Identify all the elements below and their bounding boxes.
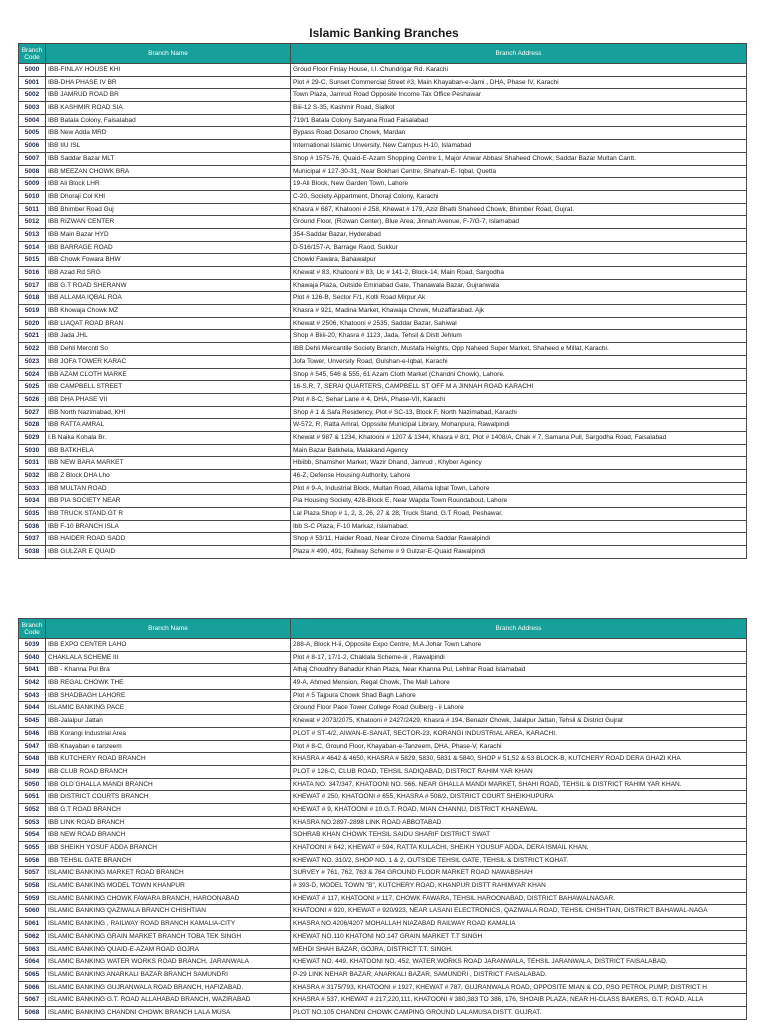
- branch-address-cell: 19-Ali Block, New Garden Town, Lahore: [293, 180, 409, 188]
- table-row: [19, 508, 746, 521]
- table-row: [19, 280, 746, 293]
- table-row: [19, 330, 746, 343]
- branch-name-cell: IBB-FINLAY HOUSE KHI: [46, 64, 291, 76]
- table-row: [19, 546, 746, 559]
- table-row: [19, 267, 746, 280]
- branch-code-cell: 5026: [19, 394, 46, 406]
- branch-code-cell: 5061: [19, 918, 46, 930]
- branch-code-cell: 5015: [19, 254, 46, 266]
- table-row: [19, 521, 746, 534]
- branch-address-cell: Ibb S-C Plaza, F-10 Markaz, Islamabad.: [293, 522, 409, 530]
- table-row: [19, 880, 746, 893]
- branch-name-cell: IBB JAMRUD ROAD BR: [46, 89, 291, 101]
- branch-address-cell: Alhaj Choudhry Bahadur Khan Plaza, Near Khanna Pul, Lehtrar Road Islamabad: [293, 666, 526, 674]
- branch-code-cell: 5022: [19, 343, 46, 355]
- branch-name-cell: ISLAMIC BANKING QUAID-E-AZAM ROAD GOJRA: [46, 944, 291, 956]
- branch-address-cell: Khewat # 83, Khatooni # 83, Uc # 141-2, Block-14, Main Road, Sargodha: [293, 269, 505, 276]
- branch-name-cell: IBB EXPO CENTER LAHO: [46, 639, 291, 651]
- branch-code-cell: 5052: [19, 804, 46, 816]
- branch-code-cell: 5038: [19, 546, 46, 558]
- branch-name-cell: ISLAMIC BANKING CHANDNI CHOWK BRANCH LALA MUSA: [46, 1007, 291, 1019]
- branch-name-cell: IBB KUTCHERY ROAD BRANCH: [46, 753, 291, 765]
- branch-code-cell: 5054: [19, 829, 46, 841]
- branch-address-cell: MEHDI SHAH BAZAR, GOJRA, DISTRICT T.T. SINGH.: [293, 945, 453, 953]
- branch-code-cell: 5059: [19, 893, 46, 905]
- branch-address-cell: Shop # 1 & Safa Residency, Plot # SC-13, Block F, North Nazimabad, Karachi: [293, 408, 517, 416]
- branch-name-cell: IBB OLD GHALLA MANDI BRANCH: [46, 779, 291, 791]
- branch-code-cell: 5007: [19, 153, 46, 165]
- branch-name-cell: ISLAMIC BANKING GUJRANWALA ROAD BRANCH, HAFIZABAD.: [46, 982, 291, 994]
- table-row: [19, 905, 746, 918]
- table-row: [19, 1007, 746, 1020]
- branch-address-cell: KHEWAT NO. 310/2, SHOP NO. 1 & 2, OUTSIDE TEHSIL GATE, TEHSIL & DISTRICT KOHAT.: [293, 856, 568, 864]
- table-row: [19, 318, 746, 331]
- branch-name-cell: ISLAMIC BANKING GRAIN MARKET BRANCH TOBA TEK SINGH: [46, 931, 291, 943]
- branch-address-cell: 288-A, Block H-ii, Opposite Expo Centre, M.A.Johar Town Lahore: [293, 641, 482, 648]
- branch-name-cell: IBB DISTRICT COURTS BRANCH: [46, 791, 291, 803]
- branch-address-cell: Plot # 8-C, Ground Floor, Khayaban-e-Tanzeem, DHA, Phase-V, Karachi: [293, 742, 502, 750]
- table-row: [19, 893, 746, 906]
- branch-address-cell: C-20, Society Appartment, Dhoraji Colony, Karachi: [293, 192, 439, 200]
- branch-name-cell: IBB BATKHELA: [46, 445, 291, 457]
- table-header: [19, 44, 746, 64]
- branch-name-cell: IBB PIA SOCIETY NEAR: [46, 495, 291, 507]
- branch-code-cell: 5010: [19, 191, 46, 203]
- branch-address-cell: Khewat # 2506, Khatooni # 2535, Saddar Bazar, Sahiwal: [293, 319, 457, 327]
- branch-address-cell: PLOT # 126-C, CLUB ROAD, TEHSIL SADIQABAD, DISTRICT RAHIM YAR KHAN: [293, 767, 533, 775]
- branch-address-cell: 719/1 Batala Colony Satyana Road Faisalabad: [293, 116, 429, 124]
- branch-code-cell: 5047: [19, 741, 46, 753]
- branch-name-cell: IBB Jada JHL: [46, 330, 291, 342]
- branch-name-cell: IBB Khayaban e tanzeem: [46, 741, 291, 753]
- branch-code-cell: 5046: [19, 728, 46, 740]
- branch-code-cell: 5036: [19, 521, 46, 533]
- branches-table-1: [18, 43, 747, 559]
- branch-code-cell: 5003: [19, 102, 46, 114]
- table-row: [19, 702, 746, 715]
- branch-name-cell: IBB-DHA PHASE IV BR: [46, 77, 291, 89]
- branch-code-cell: 5043: [19, 690, 46, 702]
- branch-name-cell: IBB MEEZAN CHOWK BRA: [46, 166, 291, 178]
- table-row: [19, 64, 746, 77]
- branch-name-cell: I.B Naika Kohala Br.: [46, 432, 291, 444]
- branch-code-cell: 5049: [19, 766, 46, 778]
- branch-code-cell: 5039: [19, 639, 46, 651]
- branch-name-cell: IBB Bhimber Road Guj: [46, 204, 291, 216]
- branch-address-cell: KHATA NO. 347/347, KHATOONI NO. 566, NEAR GHALLA MANDI MARKET, SHAHI ROAD, TEHSIL & DISTRICT RAHIM YAR KHAN.: [293, 780, 682, 788]
- branch-code-cell: 5014: [19, 242, 46, 254]
- branch-name-cell: IBB-Jalalpur Jattan: [46, 715, 291, 727]
- branch-name-cell: IBB DHA PHASE VII: [46, 394, 291, 406]
- branch-code-header: Branch Code: [19, 619, 46, 638]
- branch-address-header: Branch Address: [495, 625, 542, 632]
- table-row: [19, 483, 746, 496]
- branch-code-cell: 5018: [19, 292, 46, 304]
- table-row: [19, 89, 746, 102]
- table-body: [19, 64, 746, 559]
- branch-code-cell: 5048: [19, 753, 46, 765]
- branch-name-cell: IBB G.T ROAD BRANCH: [46, 804, 291, 816]
- branch-code-cell: 5060: [19, 905, 46, 917]
- branch-address-cell: KHASRA NO.4206/4207 MOHALLAH NIAZABAD RAILWAY ROAD KAMALIA: [293, 920, 516, 928]
- branch-address-cell: 354-Saddar Bazar, Hyderabad: [293, 230, 381, 238]
- branch-code-cell: 5030: [19, 445, 46, 457]
- branch-code-cell: 5050: [19, 779, 46, 791]
- branch-address-cell: Town Plaza, Jamrud Road Opposite Income Tax Office Peshawar: [293, 91, 481, 99]
- table-row: [19, 918, 746, 931]
- table-row: [19, 728, 746, 741]
- branch-address-cell: Plot # 126-B, Sector F/1, Kotli Road Mirpur Ak: [293, 294, 426, 302]
- branch-address-cell: # 393-D, MODEL TOWN "B", KUTCHERY ROAD, KHANPUR DISTT RAHIMYAR KHAN: [293, 882, 546, 890]
- page-title: Islamic Banking Branches: [309, 26, 459, 40]
- branch-name-cell: ISLAMIC BANKING , RAILWAY ROAD BRANCH KAMALIA-CITY: [46, 918, 291, 930]
- branch-name-cell: IBB Dhoraji Col KHI: [46, 191, 291, 203]
- branch-address-cell: Lal Plaza Shop # 1, 2, 3, 26, 27 & 28, Truck Stand, G.T Road, Peshawar.: [293, 510, 503, 518]
- table-row: [19, 216, 746, 229]
- branch-name-cell: IBB NEW BARA MARKET: [46, 457, 291, 469]
- branch-code-cell: 5017: [19, 280, 46, 292]
- branch-name-cell: ISLAMIC BANKING WATER WORKS ROAD BRANCH, JARANWALA: [46, 956, 291, 968]
- branch-address-cell: SURVEY # 761, 762, 763 & 764 GROUND FLOOR MARKET ROAD NAWABSHAH: [293, 869, 533, 877]
- table-row: [19, 127, 746, 140]
- branch-address-cell: Shop # 1575-76, Quaid-E-Azam Shopping Centre 1, Major Anwar Abbasi Shaheed Chowk, Saddar Bazar Multan Cantt.: [293, 154, 636, 162]
- table-row: [19, 677, 746, 690]
- branch-address-header: Branch Address: [495, 50, 542, 57]
- branch-address-cell: Plot # 8-C, Sehar Lane # 4, DHA, Phase-VII, Karachi: [293, 395, 446, 403]
- branch-name-cell: ISLAMIC BANKING MODEL TOWN KHANPUR: [46, 880, 291, 892]
- table-row: [19, 495, 746, 508]
- branch-name-cell: IBB Z Block DHA Lho: [46, 470, 291, 482]
- table-row: [19, 944, 746, 957]
- branch-address-cell: KHEWAT # 117, KHATOONI # 117, CHOWK FAWARA, TEHSIL HAROONABAD, DISTRICT BAHAWALNAGAR.: [293, 894, 615, 902]
- branch-code-cell: 5053: [19, 817, 46, 829]
- branch-address-cell: W-572, R, Ratta Amral, Oppssite Municipal Library, Mohanpura, Rawalpindi: [293, 421, 510, 429]
- table-row: [19, 191, 746, 204]
- branch-address-cell: PLOT NO.105 CHANDNI CHOWK CAMPING GROUND LALAMUSA DISTT. GUJRAT.: [293, 1008, 542, 1016]
- branch-code-header: Branch Code: [19, 44, 46, 63]
- branch-address-cell: Shop # Biiii-20, Khasra # 1123, Jada, Tehsil & Distt Jehlum: [293, 332, 462, 340]
- branch-name-cell: IBB CAMPBELL STREET: [46, 381, 291, 393]
- branch-address-cell: KHASRA # 3175/793, KHATOONI # 1927, KHEWAT # 787, GUJRANWALA ROAD, OPPOSITE MIAN & CO, PSO PETROL PUMP, DISTRICT H: [293, 983, 707, 991]
- branch-address-cell: Khewat # 987 & 1234, Khatooni # 1207 & 1344, Khasra # 8/1, Plot # 1408/A, Chak # 7, Samana Pull, Sargodha Road, Faisalabad: [293, 433, 667, 441]
- branch-code-cell: 5040: [19, 652, 46, 664]
- branch-code-cell: 5002: [19, 89, 46, 101]
- branch-address-cell: Plaza # 490, 491, Railway Scheme # 9 Gulzar-E-Quaid Rawalpindi: [293, 548, 486, 556]
- branch-code-cell: 5020: [19, 318, 46, 330]
- table-row: [19, 140, 746, 153]
- table-row: [19, 153, 746, 166]
- branch-address-cell: Khasra # 921, Madina Market, Khawaja Chowk, Muzaffarabad. Ajk: [293, 307, 485, 315]
- table-row: [19, 419, 746, 432]
- branch-code-cell: 5025: [19, 381, 46, 393]
- table-row: [19, 457, 746, 470]
- branch-address-cell: Khewat # 2073/2075, Khatooni # 2427/2429, Khasra # 194, Benazir Chowk, Jalalpur Jattan, Tehsil & District Gujrat: [293, 717, 623, 725]
- branch-code-cell: 5065: [19, 969, 46, 981]
- branch-code-cell: 5056: [19, 855, 46, 867]
- table-row: [19, 407, 746, 420]
- branch-name-cell: IBB Dehli Mercntl So: [46, 343, 291, 355]
- table-row: [19, 77, 746, 90]
- table-row: [19, 178, 746, 191]
- branch-name-cell: IBB RATTA AMRAL: [46, 419, 291, 431]
- branch-code-cell: 5062: [19, 931, 46, 943]
- table-row: [19, 804, 746, 817]
- branches-table-2: [18, 618, 747, 1020]
- branch-name-cell: IBB AZAM CLOTH MARKE: [46, 369, 291, 381]
- branch-name-cell: IBB Ali Block LHR: [46, 178, 291, 190]
- branch-address-cell: KHEWAT # 250, KHATOONI # 655, KHASRA # 508/2, DISTRICT COURT SHEIKHUPURA: [293, 793, 554, 801]
- branch-code-cell: 5029: [19, 432, 46, 444]
- branch-name-cell: IBB Chowk Fowara BHW: [46, 254, 291, 266]
- branch-code-cell: 5006: [19, 140, 46, 152]
- branch-code-cell: 5011: [19, 204, 46, 216]
- table-row: [19, 791, 746, 804]
- branch-code-cell: 5034: [19, 495, 46, 507]
- table-row: [19, 741, 746, 754]
- branch-name-cell: IBB MULTAN ROAD: [46, 483, 291, 495]
- branch-code-cell: 5067: [19, 994, 46, 1006]
- branch-code-cell: 5000: [19, 64, 46, 76]
- branch-address-cell: Bypass Road Dosaroo Chowk, Mardan: [293, 129, 406, 137]
- branch-address-cell: Groud Floor Finlay House, I.I. Chundrigar Rd. Karachi: [293, 66, 448, 73]
- branch-code-cell: 5031: [19, 457, 46, 469]
- table-row: [19, 779, 746, 792]
- branch-code-cell: 5016: [19, 267, 46, 279]
- branch-name-cell: IBB - Khanna Pul Bra: [46, 664, 291, 676]
- branch-code-cell: 5024: [19, 369, 46, 381]
- branch-address-cell: Pia Housing Society, 428-Block E, Near Wapda Town Roundabout, Lahore: [293, 497, 508, 505]
- branch-address-cell: Jofa Tower, Unversity Road, Gulshan-e-Iqbal, Karachi: [293, 357, 448, 365]
- branch-address-cell: 49-A, Ahmed Mension, Regal Chowk, The Mall Lahore: [293, 679, 450, 687]
- branch-name-cell: IBB BARRAGE ROAD: [46, 242, 291, 254]
- branch-code-cell: 5042: [19, 677, 46, 689]
- branch-address-cell: KHEWAT NO. 449, KHATOONI NO. 452, WATER WORKS ROAD JARANWALA, TEHSIL JARANWALA, DISTRICT FAISALABAD.: [293, 958, 668, 966]
- branch-address-cell: Plot # 9-A, Industrial Block, Multan Road, Allama Iqbal Town, Lahore: [293, 484, 490, 492]
- table-row: [19, 829, 746, 842]
- table-row: [19, 204, 746, 217]
- table-row: [19, 254, 746, 267]
- branch-name-cell: ISLAMIC BANKING MARKET ROAD BRANCH: [46, 867, 291, 879]
- table-row: [19, 115, 746, 128]
- branch-name-cell: ISLAMIC BANKING QAZIWALA BRANCH CHISHTIAN: [46, 905, 291, 917]
- branch-address-cell: Ground Floor Pace Tower College Road Gulberg - ii Lahore: [293, 704, 464, 712]
- branch-code-cell: 5021: [19, 330, 46, 342]
- branch-name-cell: IBB Azad Rd SRG: [46, 267, 291, 279]
- branch-address-cell: KHASRA # 537, KHEWAT # 217,220,111, KHATOONI # 380,383 TO 386, 176, SHOAIB PLAZA, NEAR HI-CLASS BAKERS, G.T. ROAD, ALLA: [293, 996, 704, 1004]
- table-row: [19, 292, 746, 305]
- branch-address-cell: Ground Floor, (Rizwan Center), Blue Area, Jinnah Avenue, F-7/G-7, Islamabad: [293, 218, 520, 226]
- table-row: [19, 305, 746, 318]
- branch-name-cell: IBB North Nazimabad, KHI: [46, 407, 291, 419]
- branch-name-cell: ISLAMIC BANKING G.T. ROAD ALLAHABAD BRANCH, WAZIRABAD: [46, 994, 291, 1006]
- table-row: [19, 956, 746, 969]
- branch-name-cell: IBB JOFA TOWER KARAC: [46, 356, 291, 368]
- branch-address-cell: KHASRA NO.2897-2898 LINK ROAD ABBOTABAD: [293, 818, 442, 826]
- table-header: [19, 619, 746, 639]
- branch-code-cell: 5023: [19, 356, 46, 368]
- table-row: [19, 766, 746, 779]
- table-row: [19, 931, 746, 944]
- branch-name-cell: IBB CLUB ROAD BRANCH: [46, 766, 291, 778]
- branch-address-cell: Shop # 53/11, Haider Road, Near Ciroze Cinema Saddar Rawalpindi: [293, 535, 491, 543]
- branch-code-cell: 5064: [19, 956, 46, 968]
- branch-code-cell: 5009: [19, 178, 46, 190]
- branch-name-cell: IBB Saddar Bazar MLT: [46, 153, 291, 165]
- branch-code-cell: 5019: [19, 305, 46, 317]
- branch-name-cell: IBB Khowaja Chowk MZ: [46, 305, 291, 317]
- branch-code-cell: 5008: [19, 166, 46, 178]
- table-row: [19, 855, 746, 868]
- branch-code-cell: 5033: [19, 483, 46, 495]
- table-row: [19, 533, 746, 546]
- branch-address-cell: Plot # 5 Tajpura Chowk Shad Bagh Lahore: [293, 691, 416, 699]
- branch-address-cell: Khasra # 687, Khatooni # 258, Khewat # 179, Aziz Bhatti Shaheed Chowk, Bhimber Road, Gujrat.: [293, 205, 575, 213]
- branch-name-cell: IBB KASHMIR ROAD SIA: [46, 102, 291, 114]
- branch-code-cell: 5027: [19, 407, 46, 419]
- branch-name-cell: IBB GULZAR E QUAID: [46, 546, 291, 558]
- branch-name-cell: IBB G.T ROAD SHERANW: [46, 280, 291, 292]
- branch-name-cell: IBB Batala Colony, Faisalabad: [46, 115, 291, 127]
- branch-address-cell: KHATOONI # 920, KHEWAT # 920/923, NEAR LASANI ELECTRONICS, QAZIWALA ROAD, TEHSIL CHISHTIAN, DISTRICT BAHAWAL-NAGA: [293, 907, 708, 915]
- branch-address-cell: KHASRA # 4642 & 4650, KHASRA # 5829, 5830, 5831 & 5840, SHOP # 51,52 & 53 BLOCK-B, KUTCHERY ROAD DERA GHAZI KHA: [293, 755, 681, 763]
- branch-name-cell: IBB LINK ROAD BRANCH: [46, 817, 291, 829]
- table-row: [19, 343, 746, 356]
- branch-name-cell: ISLAMIC BANKING PACE: [46, 702, 291, 714]
- branch-code-cell: 5005: [19, 127, 46, 139]
- branch-code-cell: 5004: [19, 115, 46, 127]
- table-row: [19, 242, 746, 255]
- branch-address-cell: Plot # 29-C, Sunset Commercial Street #3, Main Khayaban-e-Jami , DHA, Phase IV, Karachi: [293, 78, 559, 86]
- table-row: [19, 664, 746, 677]
- branch-name-cell: IBB NEW ROAD BRANCH: [46, 829, 291, 841]
- table-row: [19, 356, 746, 369]
- branch-name-header: Branch Name: [46, 619, 291, 638]
- branch-code-cell: 5037: [19, 533, 46, 545]
- branch-code-cell: 5013: [19, 229, 46, 241]
- branch-code-cell: 5063: [19, 944, 46, 956]
- branch-name-cell: IBB ALLAMA IQBAL ROA: [46, 292, 291, 304]
- table-row: [19, 470, 746, 483]
- branch-name-cell: IBB HAIDER ROAD SADD: [46, 533, 291, 545]
- table-row: [19, 432, 746, 445]
- branch-address-cell: Shop # 545, 546 & 555, 61 Azam Cloth Market (Chandni Chowk), Lahore.: [293, 370, 505, 378]
- branch-code-cell: 5057: [19, 867, 46, 879]
- branch-name-header: Branch Name: [46, 44, 291, 63]
- branch-name-cell: IBB SHEIKH YOSUF ADDA BRANCH: [46, 842, 291, 854]
- branch-name-cell: IBB SHADBAGH LAHORE: [46, 690, 291, 702]
- table-row: [19, 445, 746, 458]
- table-row: [19, 753, 746, 766]
- branch-name-cell: IBB LIAQAT ROAD BRAN: [46, 318, 291, 330]
- branch-code-cell: 5012: [19, 216, 46, 228]
- branch-address-cell: International Islamic Unversity, New Campus H-10, Islamabad: [293, 142, 472, 150]
- table-row: [19, 102, 746, 115]
- branch-code-cell: 5051: [19, 791, 46, 803]
- branch-address-cell: Chowki Fawara, Bahawalpur: [293, 256, 376, 264]
- branch-name-cell: ISLAMIC BANKING CHOWK FAWARA BRANCH, HAROONABAD: [46, 893, 291, 905]
- table-row: [19, 715, 746, 728]
- table-row: [19, 166, 746, 179]
- table-body: [19, 639, 746, 1020]
- branch-address-cell: Biii-12 S-35, Kashmir Road, Sialkot: [293, 104, 395, 112]
- table-row: [19, 690, 746, 703]
- branch-address-cell: 16-S.R, 7, SERAI QUARTERS, CAMPBELL ST OFF M A JINNAH ROAD KARACHI: [293, 383, 534, 391]
- table-row: [19, 394, 746, 407]
- branch-code-cell: 5045: [19, 715, 46, 727]
- branch-code-cell: 5044: [19, 702, 46, 714]
- table-row: [19, 652, 746, 665]
- branch-code-cell: 5058: [19, 880, 46, 892]
- branch-code-cell: 5028: [19, 419, 46, 431]
- table-row: [19, 381, 746, 394]
- branch-name-cell: CHAKLALA SCHEME III: [46, 652, 291, 664]
- branch-name-cell: IBB F-10 BRANCH ISLA: [46, 521, 291, 533]
- table-row: [19, 994, 746, 1007]
- branch-code-cell: 5066: [19, 982, 46, 994]
- branch-name-cell: IBB New Adda MRD: [46, 127, 291, 139]
- branch-name-cell: IBB IIU ISL: [46, 140, 291, 152]
- branch-name-cell: IBB REGAL CHOWK THE: [46, 677, 291, 689]
- branch-code-cell: 5001: [19, 77, 46, 89]
- table-row: [19, 639, 746, 652]
- branch-name-cell: IBB TEHSIL GATE BRANCH: [46, 855, 291, 867]
- table-row: [19, 229, 746, 242]
- table-row: [19, 369, 746, 382]
- branch-name-cell: IBB Korangi Industrial Area: [46, 728, 291, 740]
- branch-code-cell: 5035: [19, 508, 46, 520]
- branch-address-cell: Main Bazar Batkhela, Malakand Agency: [293, 446, 408, 454]
- branch-address-cell: 46-Z, Defense Housing Authority, Lahore: [293, 472, 411, 479]
- branch-address-cell: PLOT # ST-4/2, AIWAN-E-SANAT, SECTOR-23, KORANGI INDUSTRIAL AREA, KARACHI.: [293, 729, 557, 737]
- branch-address-cell: Plot # 8-17, 17/1-2, Chaklala Scheme-iii , Rawalpindi: [293, 653, 445, 661]
- branch-name-cell: ISLAMIC BANKING ANARKALI BAZAR BRANCH SAMUNDRI: [46, 969, 291, 981]
- branch-code-cell: 5032: [19, 470, 46, 482]
- branch-address-cell: KHEWAT # 9, KHATOONI # 10.G.T. ROAD, MIAN CHANNU, DISTRICT KHANEWAL: [293, 805, 538, 813]
- branch-name-cell: IBB Main Bazar HYD: [46, 229, 291, 241]
- branch-address-cell: P-29 LINK NEHAR BAZAR, ANARKALI BAZAR, SAMUNDRI , DISTRICT FAISALABAD.: [293, 970, 547, 978]
- table-row: [19, 867, 746, 880]
- branch-code-cell: 5068: [19, 1007, 46, 1019]
- branch-address-cell: Khawaja Plaza, Outside Eminabad Gate, Thanawala Bazar, Gujranwala: [293, 281, 500, 289]
- branch-address-cell: IBB Dehli Mercantile Society Branch, Mustafa Heights, Opp Naheed Super Market, Shaheed e Millat, Karachi.: [293, 345, 609, 353]
- branch-name-cell: IBB TRUCK STAND GT R: [46, 508, 291, 520]
- table-row: [19, 817, 746, 830]
- table-row: [19, 982, 746, 995]
- branch-name-cell: IBB RIZWAN CENTER: [46, 216, 291, 228]
- branch-address-cell: KHEWAT NO.110 KHATONI NO.147 GRAIN MARKET T.T SINGH: [293, 932, 483, 940]
- branch-address-cell: D-516/157-A, Barrage Raod, Sukkur: [293, 243, 398, 251]
- branch-address-cell: SOHRAB KHAN CHOWK TEHSIL SAIDU SHARIF DISTRICT SWAT: [293, 831, 491, 839]
- branch-address-cell: Municipal # 127-30-31, Near Bokhari Centre, Shahrah-E- Iqbal, Quetta: [293, 167, 497, 175]
- branch-code-cell: 5041: [19, 664, 46, 676]
- branch-code-cell: 5055: [19, 842, 46, 854]
- table-row: [19, 842, 746, 855]
- branch-address-cell: Hbiibb, Shamsher Market, Wazir Dhand, Jamrud , Khyber Agency: [293, 459, 482, 467]
- table-row: [19, 969, 746, 982]
- branch-address-cell: KHATOONI # 642, KHEWAT # 594, RATTA KULACHI, SHEIKH YOUSUF ADDA, DERA ISMAIL KHAN.: [293, 844, 589, 851]
